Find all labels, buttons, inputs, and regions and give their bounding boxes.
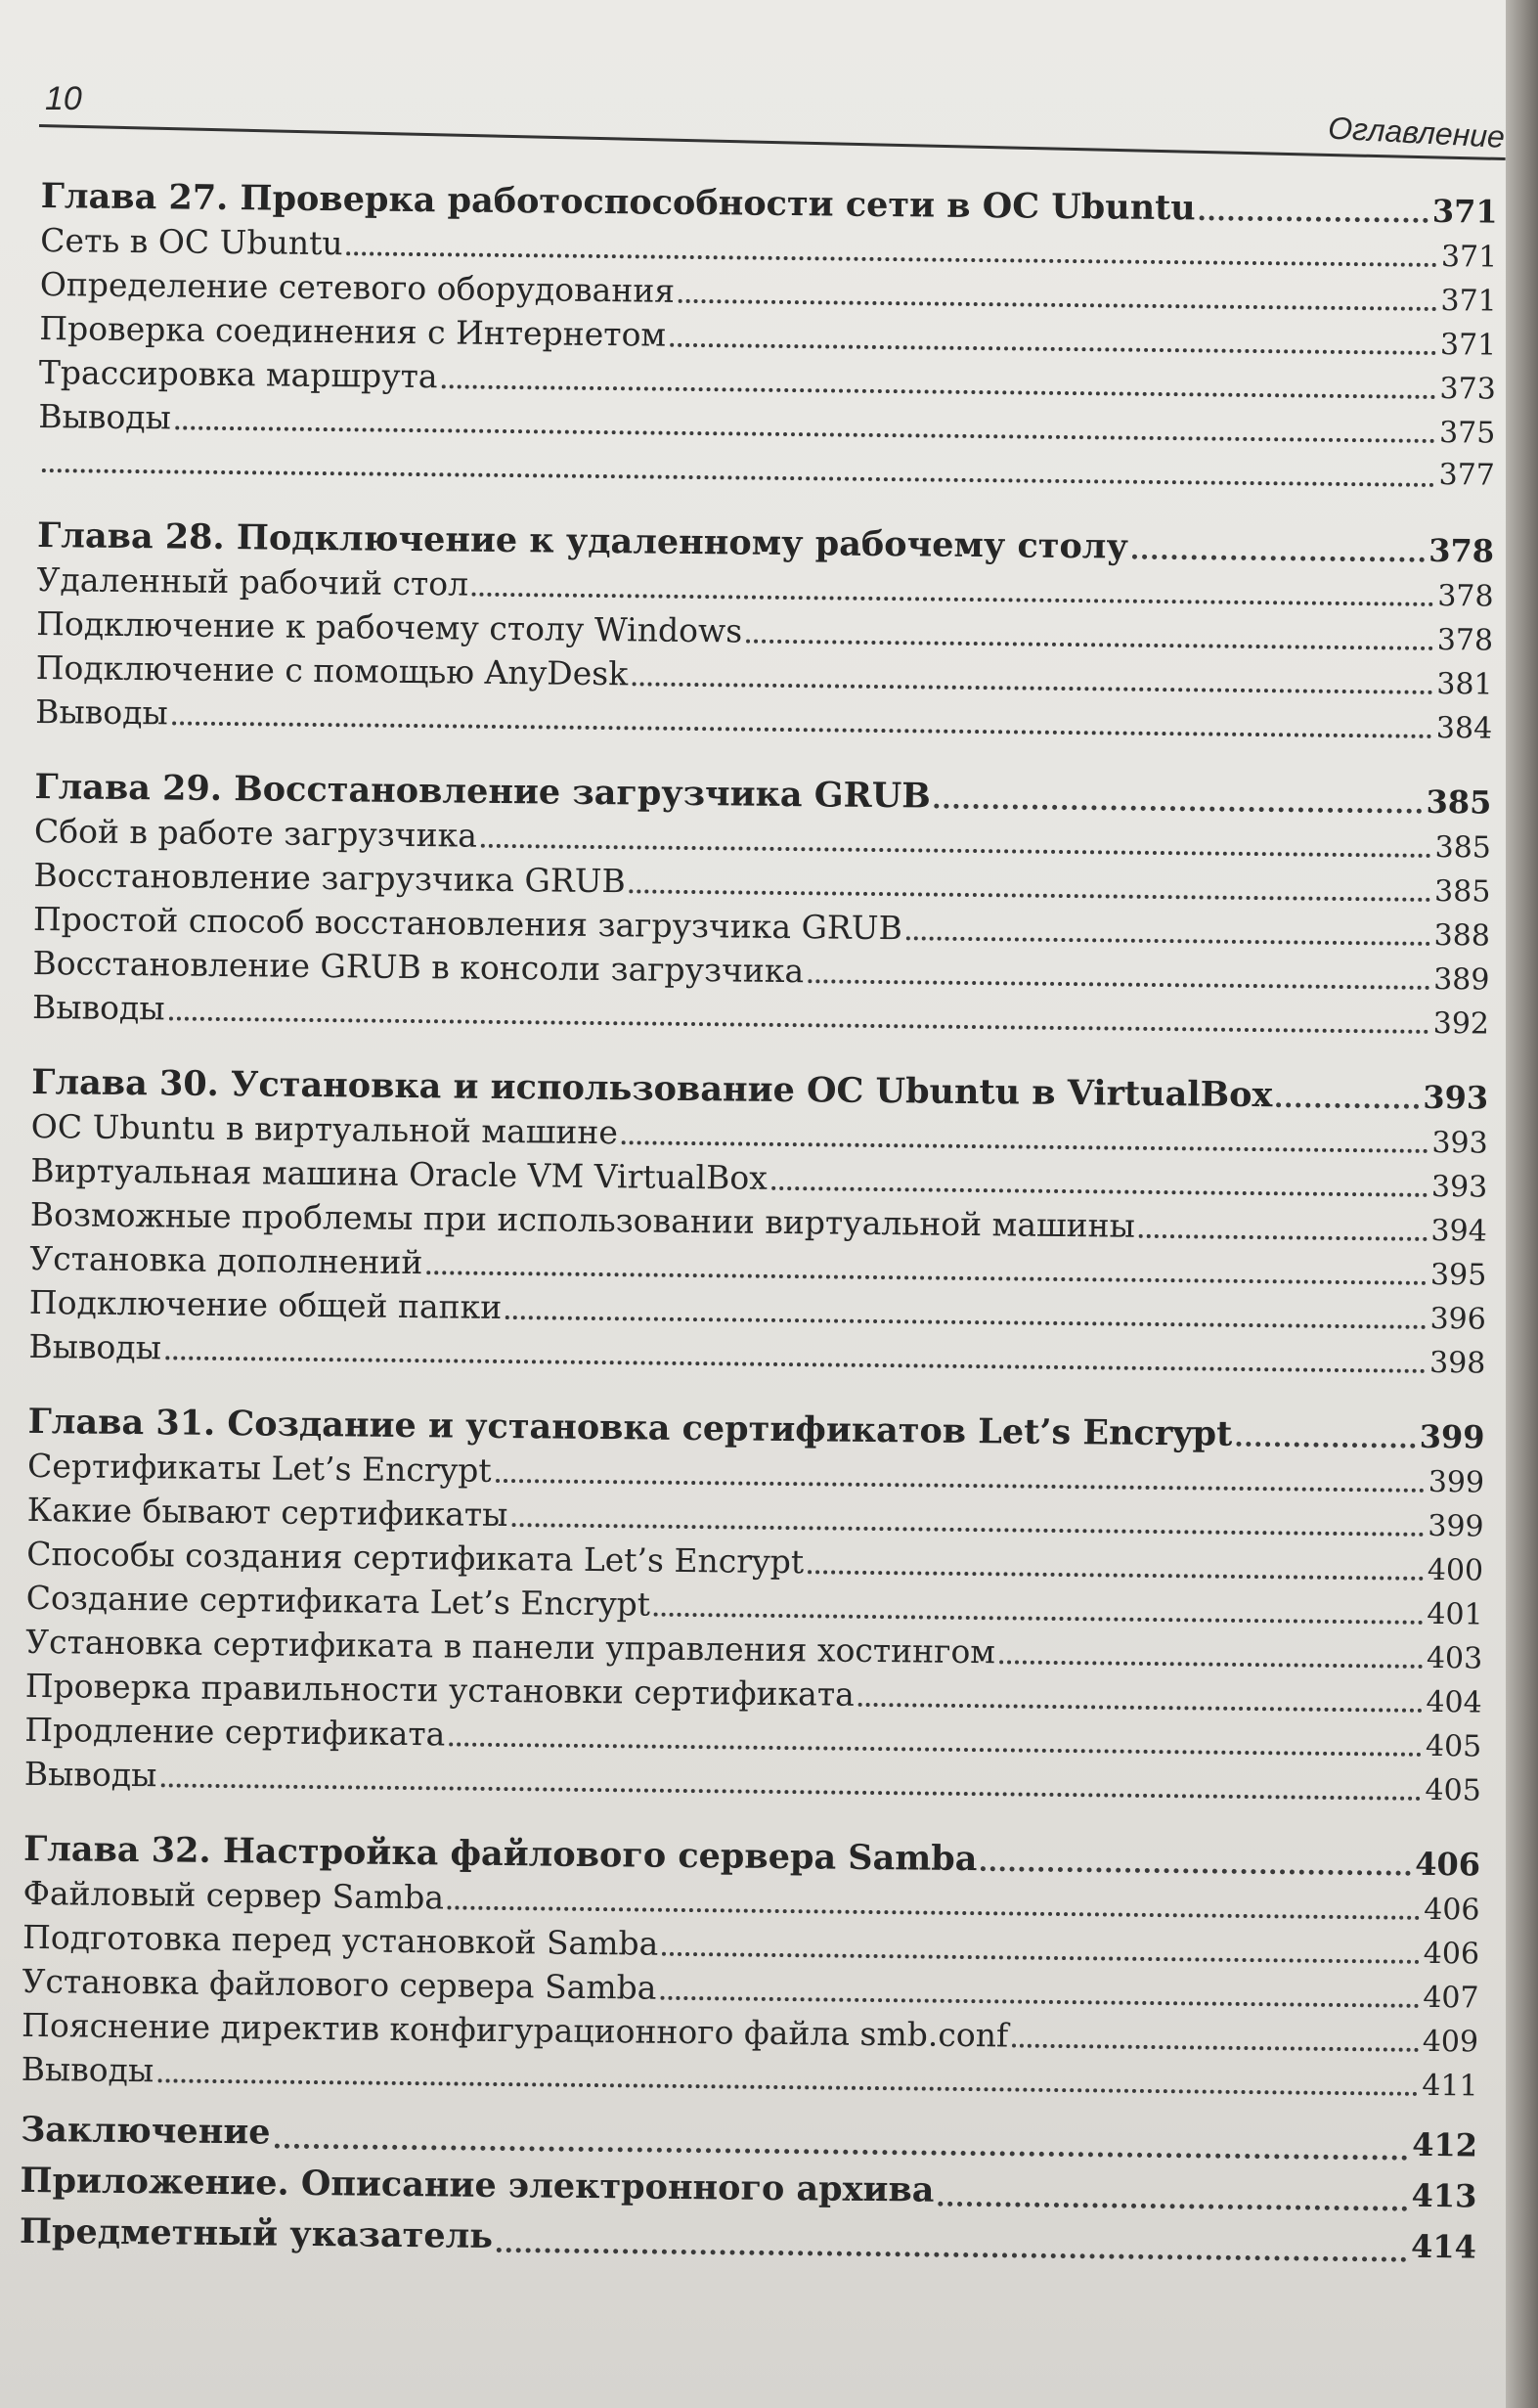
entry-title: Приложение. Описание электронного архива [20, 2160, 935, 2210]
entry-title: Глава 32. Настройка файлового сервера Samba [22, 1828, 978, 1880]
entry-title: Создание сертификата Let’s Encrypt [25, 1578, 651, 1624]
dot-leader [511, 1523, 1424, 1537]
entry-page-number: 400 [1427, 1552, 1484, 1588]
entry-page-number: 398 [1428, 1345, 1486, 1381]
dot-leader [622, 1140, 1428, 1153]
page-header [39, 70, 1506, 155]
dot-leader [1139, 1234, 1428, 1241]
entry-page-number: 414 [1410, 2227, 1477, 2266]
dot-leader [662, 1952, 1419, 1964]
entry-title: Трассировка маршрута [38, 352, 438, 396]
entry-title: Выводы [21, 2049, 154, 2090]
running-title: Оглавление [1327, 110, 1506, 155]
entry-page-number: 403 [1426, 1640, 1483, 1676]
dot-leader [679, 299, 1436, 311]
entry-page-number: 407 [1423, 1980, 1479, 2016]
dot-leader [448, 1905, 1420, 1919]
dot-leader [999, 1660, 1423, 1669]
dot-leader [935, 804, 1423, 814]
dot-leader [808, 979, 1429, 990]
dot-leader [168, 1016, 1428, 1033]
entry-page-number: 399 [1428, 1508, 1484, 1544]
entry-page-number: 413 [1411, 2176, 1477, 2215]
entry-title: Сеть в ОС Ubuntu [40, 220, 343, 263]
entry-page-number: 378 [1437, 578, 1494, 614]
entry-title: Глава 27. Проверка работоспособности сети в ОС Ubuntu [40, 175, 1196, 229]
entry-page-number: 393 [1430, 1169, 1488, 1205]
entry-page-number: 388 [1433, 917, 1491, 954]
entry-title: Установка файлового сервера Samba [22, 1961, 657, 2007]
entry-title: Выводы [23, 1754, 157, 1795]
dot-leader [346, 251, 1436, 267]
entry-title: Глава 29. Восстановление загрузчика GRUB [34, 766, 932, 817]
entry-title: Установка дополнений [29, 1238, 423, 1282]
entry-title: Подключение общей папки [28, 1282, 503, 1326]
entry-page-number: 406 [1424, 1892, 1480, 1928]
entry-page-number: 392 [1432, 1005, 1490, 1042]
dot-leader [771, 1186, 1428, 1197]
dot-leader [1012, 2044, 1419, 2052]
entry-page-number: 377 [1438, 457, 1496, 493]
entry-page-number: 371 [1439, 327, 1497, 363]
dot-leader [858, 1703, 1423, 1713]
dot-leader [497, 2248, 1407, 2262]
entry-title: Проверка соединения с Интернетом [39, 308, 667, 354]
entry-title: Пояснение директив конфигурационного файла smb.conf [21, 2005, 1009, 2055]
entry-page-number: 393 [1423, 1078, 1489, 1117]
entry-page-number: 384 [1435, 710, 1493, 746]
entry-title: Подключение к рабочему столу Windows [35, 603, 743, 650]
entry-page-number: 395 [1429, 1257, 1487, 1293]
page-edge [1506, 0, 1538, 2408]
page-number: 10 [45, 80, 82, 117]
dot-leader [1236, 1442, 1416, 1449]
entry-page-number: 401 [1427, 1596, 1483, 1632]
dot-leader [981, 1866, 1411, 1876]
entry-page-number: 378 [1436, 622, 1494, 658]
entry-title: Какие бывают сертификаты [26, 1490, 508, 1535]
dot-leader [160, 1783, 1421, 1800]
entry-title: Предметный указатель [19, 2210, 494, 2256]
entry-page-number: 375 [1438, 415, 1496, 451]
entry-page-number: 409 [1422, 2024, 1479, 2060]
dot-leader [660, 1996, 1419, 2008]
entry-page-number: 393 [1431, 1125, 1488, 1161]
entry-page-number: 385 [1433, 873, 1491, 910]
entry-title: ОС Ubuntu в виртуальной машине [30, 1106, 619, 1152]
entry-title: Восстановление GRUB в консоли загрузчика [32, 943, 805, 991]
entry-title: Выводы [38, 396, 172, 437]
entry-title: Подключение с помощью AnyDesk [35, 647, 629, 693]
dot-leader [1276, 1102, 1419, 1109]
dot-leader [472, 593, 1433, 606]
entry-page-number: 378 [1428, 531, 1495, 570]
header-rule [39, 124, 1506, 160]
dot-leader [632, 682, 1432, 694]
entry-page-number: 389 [1433, 961, 1490, 998]
dot-leader [441, 384, 1435, 399]
entry-title: Файловый сервер Samba [22, 1873, 445, 1917]
dot-leader [906, 936, 1430, 946]
entry-page-number: 405 [1425, 1728, 1482, 1764]
entry-title: Заключение [20, 2109, 271, 2153]
dot-leader [808, 1570, 1424, 1581]
entry-page-number: 371 [1440, 283, 1497, 319]
entry-page-number: 385 [1434, 829, 1492, 866]
entry-title: Выводы [31, 987, 165, 1028]
entry-page-number: 399 [1428, 1464, 1485, 1500]
entry-title: Восстановление загрузчика GRUB [33, 855, 626, 901]
dot-leader [1132, 555, 1425, 562]
entry-title: Выводы [28, 1326, 162, 1367]
dot-leader [274, 2144, 1408, 2161]
dot-leader [630, 889, 1430, 902]
entry-title: Возможные проблемы при использовании виртуальной машины [29, 1194, 1136, 1245]
entry-page-number: 381 [1436, 666, 1493, 702]
dot-leader [654, 1613, 1423, 1625]
entry-page-number: 412 [1411, 2125, 1478, 2164]
entry-title: Определение сетевого оборудования [39, 264, 676, 310]
dot-leader [165, 1356, 1426, 1372]
table-of-contents [20, 174, 1498, 2272]
dot-leader [481, 844, 1431, 858]
entry-title: Продление сертификата [24, 1710, 446, 1754]
entry-page-number: 371 [1431, 192, 1498, 231]
entry-page-number: 411 [1422, 2068, 1478, 2104]
entry-page-number: 405 [1425, 1772, 1481, 1808]
entry-title: Виртуальная машина Oracle VM VirtualBox [30, 1150, 769, 1197]
dot-leader [157, 2078, 1418, 2096]
entry-title: Способы создания сертификата Let’s Encrypt [26, 1534, 805, 1582]
entry-title: Проверка правильности установки сертификата [24, 1666, 855, 1714]
dot-leader [670, 343, 1436, 355]
dot-leader [426, 1271, 1427, 1285]
entry-title: Подготовка перед установкой Samba [22, 1917, 659, 1963]
entry-page-number: 406 [1414, 1845, 1481, 1884]
entry-page-number: 371 [1440, 240, 1498, 275]
dot-leader [1200, 215, 1428, 222]
dot-leader [496, 1479, 1425, 1493]
entry-page-number: 394 [1430, 1213, 1487, 1249]
entry-title: Глава 31. Создание и установка сертификатов Let’s Encrypt [27, 1401, 1233, 1454]
entry-page-number: 399 [1419, 1417, 1485, 1456]
entry-title: Сертификаты Let’s Encrypt [26, 1446, 492, 1490]
entry-title: Установка сертификата в панели управления хостингом [25, 1622, 996, 1672]
dot-leader [746, 640, 1433, 650]
dot-leader [449, 1742, 1422, 1756]
entry-page-number: 406 [1423, 1936, 1480, 1972]
entry-page-number: 385 [1426, 782, 1492, 822]
entry-title: Глава 28. Подключение к удаленному рабочему столу [36, 514, 1129, 567]
entry-title: Удаленный рабочий стол [36, 559, 469, 603]
dot-leader [172, 721, 1432, 737]
entry-page-number: 373 [1439, 371, 1496, 407]
entry-page-number: 396 [1429, 1301, 1487, 1337]
entry-title: Простой способ восстановления загрузчика GRUB [32, 899, 903, 948]
entry-title: Выводы [35, 691, 168, 733]
dot-leader [505, 1315, 1426, 1329]
entry-title: Глава 30. Установка и использование ОС Ubuntu в VirtualBox [31, 1061, 1273, 1116]
entry-title: Сбой в работе загрузчика [33, 811, 478, 855]
dot-leader [175, 425, 1435, 442]
dot-leader [938, 2202, 1407, 2211]
entry-page-number: 404 [1426, 1684, 1482, 1720]
